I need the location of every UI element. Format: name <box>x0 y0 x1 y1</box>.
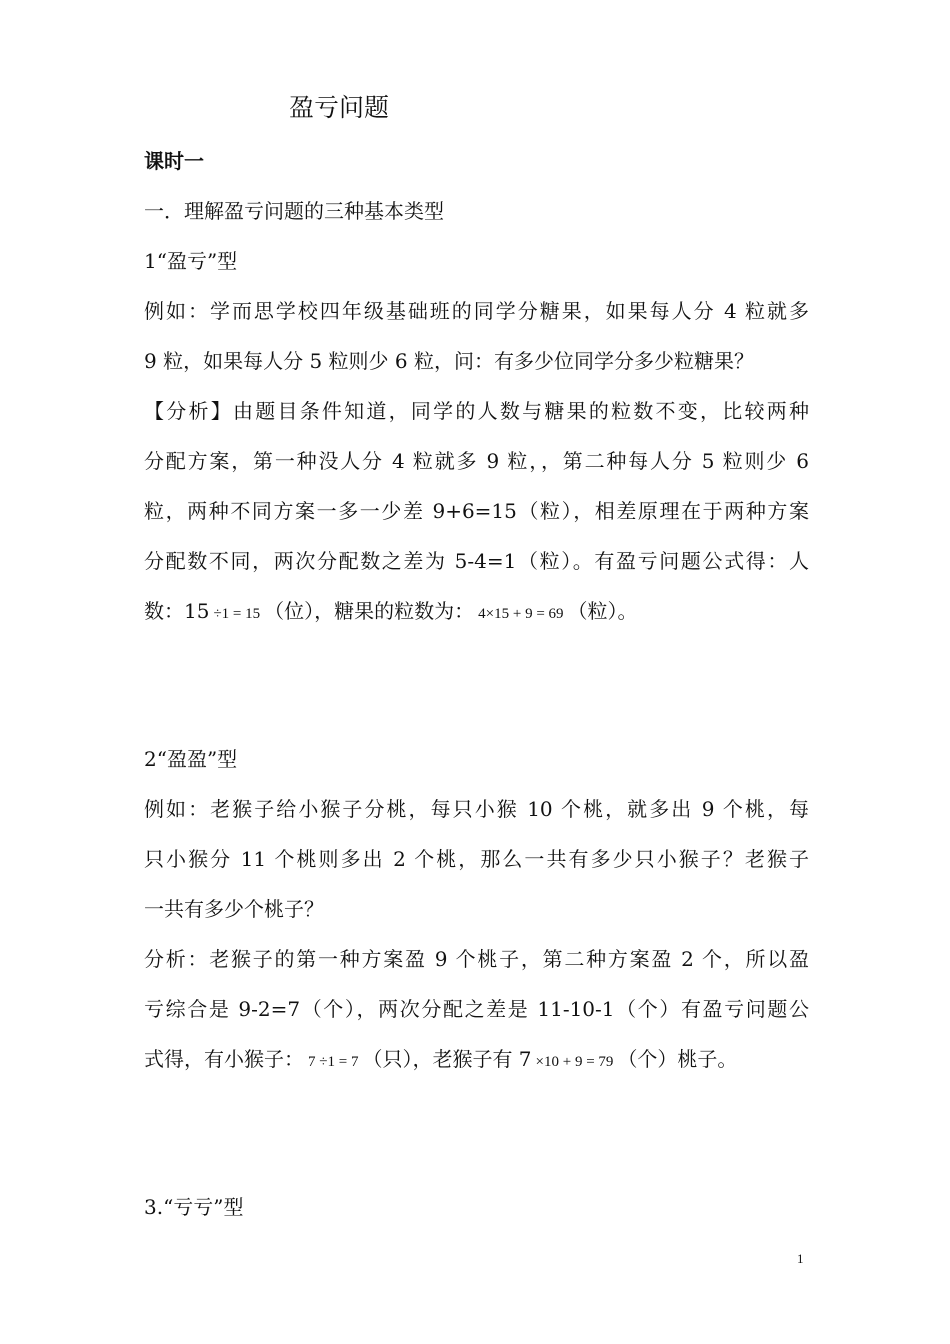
type2-analysis-line: 亏综合是 9-2=7（个），两次分配之差是 11-10-1（个）有盈亏问题公 <box>144 997 809 1021</box>
result-text: （粒）。 <box>567 599 638 623</box>
result-text: （只），老猴子有 7 <box>362 1047 532 1071</box>
page-number: 1 <box>797 1251 804 1266</box>
formula-monkeys: 7 ÷1 = 7 <box>308 1054 359 1070</box>
type1-example-line: 例如：学而思学校四年级基础班的同学分糖果，如果每人分 4 粒就多 <box>144 299 809 323</box>
result-text: （个）桃子。 <box>617 1047 738 1071</box>
formula-people: ÷1 = 15 <box>213 606 261 622</box>
result-text: （位），糖果的粒数为： <box>264 599 475 623</box>
type1-example-line: 9 粒，如果每人分 5 粒则少 6 粒，问：有多少位同学分多少粒糖果？ <box>144 349 754 373</box>
type3-heading: 3.“亏亏”型 <box>144 1195 244 1219</box>
type1-analysis-line: 【分析】由题目条件知道，同学的人数与糖果的粒数不变，比较两种 <box>144 399 809 423</box>
type1-analysis-line: 分配数不同，两次分配数之差为 5-4=1（粒）。有盈亏问题公式得：人 <box>144 549 809 573</box>
section-heading: 一．理解盈亏问题的三种基本类型 <box>144 199 444 223</box>
type1-analysis-line: 分配方案，第一种没人分 4 粒就多 9 粒，，第二种每人分 5 粒则少 6 <box>144 449 809 473</box>
type2-example-line: 只小猴分 11 个桃则多出 2 个桃，那么一共有多少只小猴子？老猴子 <box>144 847 809 871</box>
formula-candies: 4×15 + 9 = 69 <box>478 606 564 622</box>
result-text: 数：15 <box>144 599 210 623</box>
type1-analysis-line: 粒，两种不同方案一多一少差 9+6=15（粒），相差原理在于两种方案 <box>144 499 809 523</box>
type2-heading: 2“盈盈”型 <box>144 747 238 771</box>
type2-analysis-line: 分析：老猴子的第一种方案盈 9 个桃子，第二种方案盈 2 个，所以盈 <box>144 947 809 971</box>
type2-example-line: 例如：老猴子给小猴子分桃，每只小猴 10 个桃，就多出 9 个桃，每 <box>144 797 809 821</box>
result-text: 式得，有小猴子： <box>144 1047 304 1071</box>
formula-peaches: ×10 + 9 = 79 <box>535 1054 614 1070</box>
type1-heading: 1“盈亏”型 <box>144 249 238 273</box>
type2-example-line: 一共有多少个桃子？ <box>144 897 324 921</box>
type2-result-line <box>144 1045 809 1076</box>
page-title: 盈亏问题 <box>289 93 390 122</box>
type1-result-line <box>144 597 809 628</box>
lesson-heading: 课时一 <box>144 149 204 173</box>
